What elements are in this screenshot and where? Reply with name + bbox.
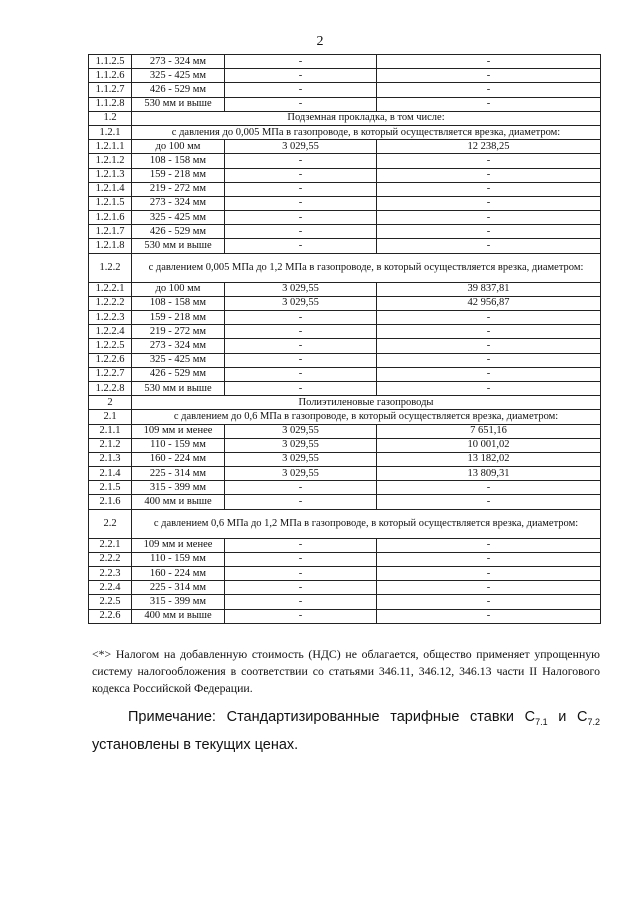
table-row	[89, 83, 601, 97]
row-diameter: 110 - 159 мм	[132, 438, 225, 452]
table-row	[89, 168, 601, 182]
table-row	[89, 239, 601, 253]
row-value-1: -	[225, 339, 377, 353]
section-row	[89, 125, 601, 139]
row-code: 1.2.2.5	[89, 339, 132, 353]
row-value-2: 12 238,25	[377, 140, 601, 154]
row-code: 1.1.2.5	[89, 55, 132, 69]
row-value-1: -	[225, 225, 377, 239]
row-value-1: -	[225, 567, 377, 581]
row-value-2: -	[377, 69, 601, 83]
table-row	[89, 211, 601, 225]
row-value-2: 42 956,87	[377, 296, 601, 310]
row-value-1: -	[225, 609, 377, 623]
table-row	[89, 154, 601, 168]
footnote: <*> Налогом на добавленную стоимость (НДС) не облагается, общество применяет упрощенную систему налогообложения в соответствии со статьями 346.11, 346.12, 346.13 части II Налогового кодекса Российской Федерации.	[92, 647, 600, 695]
row-diameter: 219 - 272 мм	[132, 182, 225, 196]
table-row	[89, 381, 601, 395]
row-diameter: 108 - 158 мм	[132, 296, 225, 310]
row-diameter: 400 мм и выше	[132, 609, 225, 623]
section-code: 1.2.2	[89, 253, 132, 282]
section-code: 1.2	[89, 111, 132, 125]
row-value-2: -	[377, 196, 601, 210]
row-value-1: 3 029,55	[225, 282, 377, 296]
row-code: 2.2.1	[89, 538, 132, 552]
row-value-1: -	[225, 97, 377, 111]
row-diameter: 219 - 272 мм	[132, 325, 225, 339]
row-value-2: -	[377, 182, 601, 196]
row-diameter: 325 - 425 мм	[132, 353, 225, 367]
table-row	[89, 311, 601, 325]
row-value-2: -	[377, 552, 601, 566]
row-value-1: -	[225, 381, 377, 395]
row-value-2: 39 837,81	[377, 282, 601, 296]
row-diameter: 325 - 425 мм	[132, 69, 225, 83]
note-subscript-1: 7.1	[535, 716, 548, 727]
row-value-1: -	[225, 196, 377, 210]
row-value-2: -	[377, 154, 601, 168]
row-value-1: 3 029,55	[225, 140, 377, 154]
table-row	[89, 140, 601, 154]
row-value-2: -	[377, 481, 601, 495]
row-value-1: 3 029,55	[225, 467, 377, 481]
row-diameter: 108 - 158 мм	[132, 154, 225, 168]
table-row	[89, 282, 601, 296]
row-value-1: -	[225, 595, 377, 609]
row-diameter: 273 - 324 мм	[132, 196, 225, 210]
table-row	[89, 438, 601, 452]
table-row	[89, 595, 601, 609]
row-code: 2.1.5	[89, 481, 132, 495]
row-diameter: 426 - 529 мм	[132, 367, 225, 381]
row-code: 1.1.2.7	[89, 83, 132, 97]
row-value-2: -	[377, 538, 601, 552]
section-row	[89, 396, 601, 410]
row-code: 1.2.1.5	[89, 196, 132, 210]
table-row	[89, 538, 601, 552]
row-value-1: -	[225, 552, 377, 566]
table-row	[89, 609, 601, 623]
section-code: 2.2	[89, 509, 132, 538]
table-row	[89, 97, 601, 111]
tariff-table	[88, 54, 601, 624]
row-diameter: 325 - 425 мм	[132, 211, 225, 225]
row-value-2: -	[377, 311, 601, 325]
table-row	[89, 581, 601, 595]
row-diameter: 530 мм и выше	[132, 97, 225, 111]
note-text-after: установлены в текущих ценах.	[92, 736, 299, 753]
section-title: с давления до 0,005 МПа в газопроводе, в который осуществляется врезка, диаметром:	[132, 125, 601, 139]
note-text-before: Примечание: Стандартизированные тарифные ставки С	[128, 709, 536, 725]
row-code: 2.2.4	[89, 581, 132, 595]
section-title: с давлением 0,005 МПа до 1,2 МПа в газопроводе, в который осуществляется врезка, диаметром:	[132, 253, 601, 282]
row-value-1: -	[225, 182, 377, 196]
row-code: 2.2.6	[89, 609, 132, 623]
row-code: 1.2.1.8	[89, 239, 132, 253]
row-value-2: -	[377, 225, 601, 239]
row-value-2: 13 182,02	[377, 452, 601, 466]
row-diameter: 530 мм и выше	[132, 381, 225, 395]
row-code: 1.2.1.7	[89, 225, 132, 239]
row-code: 1.2.1.2	[89, 154, 132, 168]
row-value-1: -	[225, 367, 377, 381]
row-code: 2.2.3	[89, 567, 132, 581]
row-value-1: -	[225, 154, 377, 168]
section-code: 2.1	[89, 410, 132, 424]
table-row	[89, 452, 601, 466]
row-value-2: -	[377, 55, 601, 69]
row-diameter: 273 - 324 мм	[132, 339, 225, 353]
row-value-1: -	[225, 581, 377, 595]
row-code: 2.1.3	[89, 452, 132, 466]
row-code: 1.2.2.7	[89, 367, 132, 381]
table-row	[89, 424, 601, 438]
row-value-2: -	[377, 609, 601, 623]
row-value-1: -	[225, 481, 377, 495]
row-diameter: 109 мм и менее	[132, 538, 225, 552]
table-row	[89, 182, 601, 196]
table-row	[89, 481, 601, 495]
row-diameter: 273 - 324 мм	[132, 55, 225, 69]
row-diameter: 159 - 218 мм	[132, 168, 225, 182]
row-code: 1.2.2.4	[89, 325, 132, 339]
row-code: 1.2.2.2	[89, 296, 132, 310]
note-text-mid: и С	[547, 709, 588, 725]
row-value-2: -	[377, 567, 601, 581]
row-value-2: 7 651,16	[377, 424, 601, 438]
row-value-2: -	[377, 495, 601, 509]
section-code: 2	[89, 396, 132, 410]
table-row	[89, 467, 601, 481]
note-subscript-2: 7.2	[587, 716, 600, 727]
table-row	[89, 353, 601, 367]
row-value-2: -	[377, 168, 601, 182]
row-value-2: 13 809,31	[377, 467, 601, 481]
table-row	[89, 69, 601, 83]
table-row	[89, 339, 601, 353]
row-code: 1.2.2.8	[89, 381, 132, 395]
row-code: 1.2.1.4	[89, 182, 132, 196]
row-value-1: -	[225, 168, 377, 182]
page-number: 2	[316, 34, 324, 49]
row-value-2: -	[377, 595, 601, 609]
section-title: с давлением до 0,6 МПа в газопроводе, в который осуществляется врезка, диаметром:	[132, 410, 601, 424]
row-diameter: 109 мм и менее	[132, 424, 225, 438]
table-row	[89, 325, 601, 339]
row-code: 1.1.2.6	[89, 69, 132, 83]
row-code: 2.1.2	[89, 438, 132, 452]
table-row	[89, 296, 601, 310]
row-diameter: 315 - 399 мм	[132, 481, 225, 495]
row-value-2: -	[377, 581, 601, 595]
row-code: 1.2.2.1	[89, 282, 132, 296]
row-value-1: -	[225, 311, 377, 325]
section-code: 1.2.1	[89, 125, 132, 139]
table-row	[89, 55, 601, 69]
row-diameter: 160 - 224 мм	[132, 567, 225, 581]
row-diameter: до 100 мм	[132, 282, 225, 296]
row-value-2: 10 001,02	[377, 438, 601, 452]
row-value-1: -	[225, 83, 377, 97]
row-code: 2.2.5	[89, 595, 132, 609]
row-code: 1.2.1.1	[89, 140, 132, 154]
row-value-1: -	[225, 69, 377, 83]
row-value-1: 3 029,55	[225, 296, 377, 310]
section-row	[89, 111, 601, 125]
section-title: Полиэтиленовые газопроводы	[132, 396, 601, 410]
row-value-1: -	[225, 325, 377, 339]
section-row	[89, 509, 601, 538]
table-row	[89, 552, 601, 566]
row-value-1: -	[225, 495, 377, 509]
row-value-1: -	[225, 55, 377, 69]
table-row	[89, 196, 601, 210]
row-code: 1.2.1.6	[89, 211, 132, 225]
row-value-2: -	[377, 381, 601, 395]
row-value-2: -	[377, 339, 601, 353]
row-value-2: -	[377, 211, 601, 225]
row-code: 2.1.4	[89, 467, 132, 481]
row-value-1: -	[225, 211, 377, 225]
row-value-1: -	[225, 239, 377, 253]
section-title: Подземная прокладка, в том числе:	[132, 111, 601, 125]
row-value-2: -	[377, 353, 601, 367]
row-diameter: 160 - 224 мм	[132, 452, 225, 466]
table-row	[89, 367, 601, 381]
note	[92, 706, 600, 757]
table-row	[89, 495, 601, 509]
row-value-2: -	[377, 83, 601, 97]
row-diameter: 530 мм и выше	[132, 239, 225, 253]
row-value-2: -	[377, 367, 601, 381]
section-title: с давлением 0,6 МПа до 1,2 МПа в газопроводе, в который осуществляется врезка, диаметром:	[132, 509, 601, 538]
row-diameter: 159 - 218 мм	[132, 311, 225, 325]
row-diameter: 225 - 314 мм	[132, 467, 225, 481]
row-code: 2.2.2	[89, 552, 132, 566]
row-diameter: 426 - 529 мм	[132, 83, 225, 97]
row-code: 2.1.6	[89, 495, 132, 509]
row-code: 1.2.1.3	[89, 168, 132, 182]
row-value-2: -	[377, 97, 601, 111]
row-diameter: 400 мм и выше	[132, 495, 225, 509]
row-value-1: 3 029,55	[225, 424, 377, 438]
row-code: 1.2.2.3	[89, 311, 132, 325]
row-diameter: 225 - 314 мм	[132, 581, 225, 595]
row-value-1: -	[225, 353, 377, 367]
row-value-2: -	[377, 325, 601, 339]
table-row	[89, 225, 601, 239]
row-diameter: 315 - 399 мм	[132, 595, 225, 609]
section-row	[89, 253, 601, 282]
row-value-1: 3 029,55	[225, 452, 377, 466]
row-diameter: 110 - 159 мм	[132, 552, 225, 566]
table-row	[89, 567, 601, 581]
row-value-2: -	[377, 239, 601, 253]
row-diameter: 426 - 529 мм	[132, 225, 225, 239]
row-code: 1.2.2.6	[89, 353, 132, 367]
row-value-1: -	[225, 538, 377, 552]
row-value-1: 3 029,55	[225, 438, 377, 452]
section-row	[89, 410, 601, 424]
row-diameter: до 100 мм	[132, 140, 225, 154]
row-code: 1.1.2.8	[89, 97, 132, 111]
row-code: 2.1.1	[89, 424, 132, 438]
